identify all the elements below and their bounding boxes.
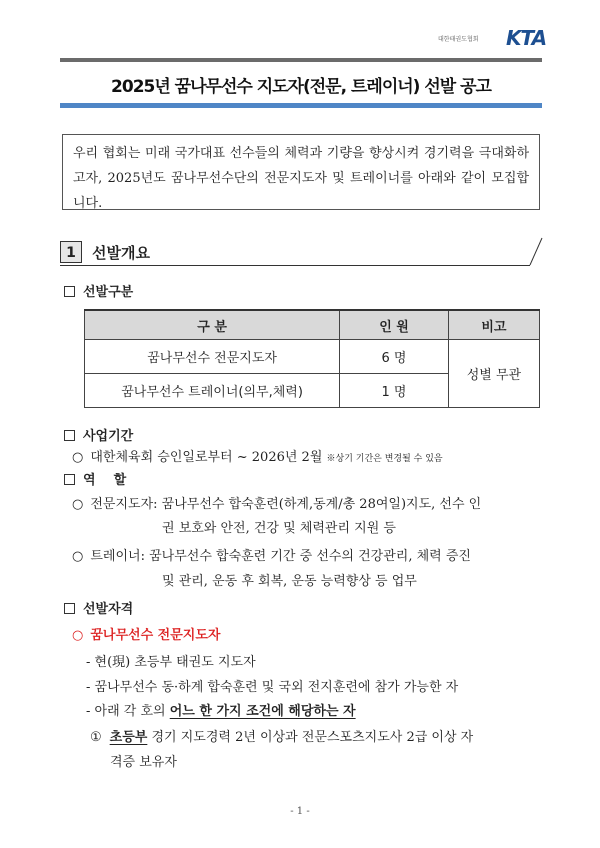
qualification-numbered-item: ① 초등부 경기 지도경력 2년 이상과 전문스포츠지도사 2급 이상 자 — [90, 730, 474, 745]
table-row — [85, 340, 540, 374]
role-heading: 역 할 — [64, 469, 126, 488]
section-number: 1 — [60, 241, 82, 263]
role-item-coach-cont: 권 보호와 안전, 건강 및 체력관리 지원 등 — [162, 521, 396, 536]
qualification-item: - 아래 각 호의 어느 한 가지 조건에 해당하는 자 — [86, 704, 356, 719]
period-heading: 사업기간 — [64, 425, 133, 444]
table-header-count: 인 원 — [340, 310, 449, 340]
section-corner-slash — [528, 236, 544, 266]
section-underline — [60, 265, 530, 266]
org-name: 대한태권도협회 — [438, 36, 479, 43]
table-cell-note: 성별 무관 — [448, 340, 539, 408]
qualification-heading: 선발자격 — [64, 598, 133, 617]
qualification-item: - 꿈나무선수 동·하계 합숙훈련 및 국외 전지훈련에 참가 가능한 자 — [86, 680, 459, 695]
table-cell-category: 꿈나무선수 전문지도자 — [85, 340, 340, 374]
period-note: ※상기 기간은 변경될 수 있음 — [326, 454, 443, 464]
page-title: 2025년 꿈나무선수 지도자(전문, 트레이너) 선발 공고 — [111, 77, 491, 97]
checkbox-square-icon — [64, 430, 75, 441]
title-rule-bottom — [60, 103, 542, 108]
page-number: - 1 - — [290, 806, 310, 817]
role-item-trainer: ○ 트레이너: 꿈나무선수 합숙훈련 기간 중 선수의 건강관리, 체력 증진 — [72, 549, 471, 564]
table-header-category: 구 분 — [85, 310, 340, 340]
qualification-emphasis: 어느 한 가지 조건에 해당하는 자 — [169, 704, 356, 719]
role-item-trainer-cont: 및 관리, 운동 후 회복, 운동 능력향상 등 업무 — [162, 574, 417, 589]
selection-heading: 선발구분 — [64, 281, 133, 300]
checkbox-square-icon — [64, 286, 75, 297]
qualification-item: - 현(現) 초등부 태권도 지도자 — [86, 655, 256, 670]
period-item: ○ 대한체육회 승인일로부터 ~ 2026년 2월 ※상기 기간은 변경될 수 있음 — [72, 450, 443, 465]
qualification-numbered-item-cont: 격증 보유자 — [110, 755, 177, 770]
table-cell-count: 1 명 — [340, 374, 449, 408]
table-header-note: 비고 — [448, 310, 539, 340]
qualification-subheading: ○ 꿈나무선수 전문지도자 — [72, 628, 221, 643]
section-title: 선발개요 — [92, 244, 150, 262]
table-cell-count: 6 명 — [340, 340, 449, 374]
kta-logo: KTA — [506, 26, 547, 50]
table-cell-category: 꿈나무선수 트레이너(의무,체력) — [85, 374, 340, 408]
intro-box: 우리 협회는 미래 국가대표 선수들의 체력과 기량을 향상시켜 경기력을 극대화하고자, 2025년도 꿈나무선수단의 전문지도자 및 트레이너를 아래와 같이 모집합니다. — [62, 134, 540, 210]
checkbox-square-icon — [64, 603, 75, 614]
role-item-coach: ○ 전문지도자: 꿈나무선수 합숙훈련(하계,동계/총 28여일)지도, 선수 인 — [72, 497, 482, 512]
checkbox-square-icon — [64, 474, 75, 485]
selection-table — [84, 309, 540, 408]
title-rule-top — [60, 58, 542, 62]
